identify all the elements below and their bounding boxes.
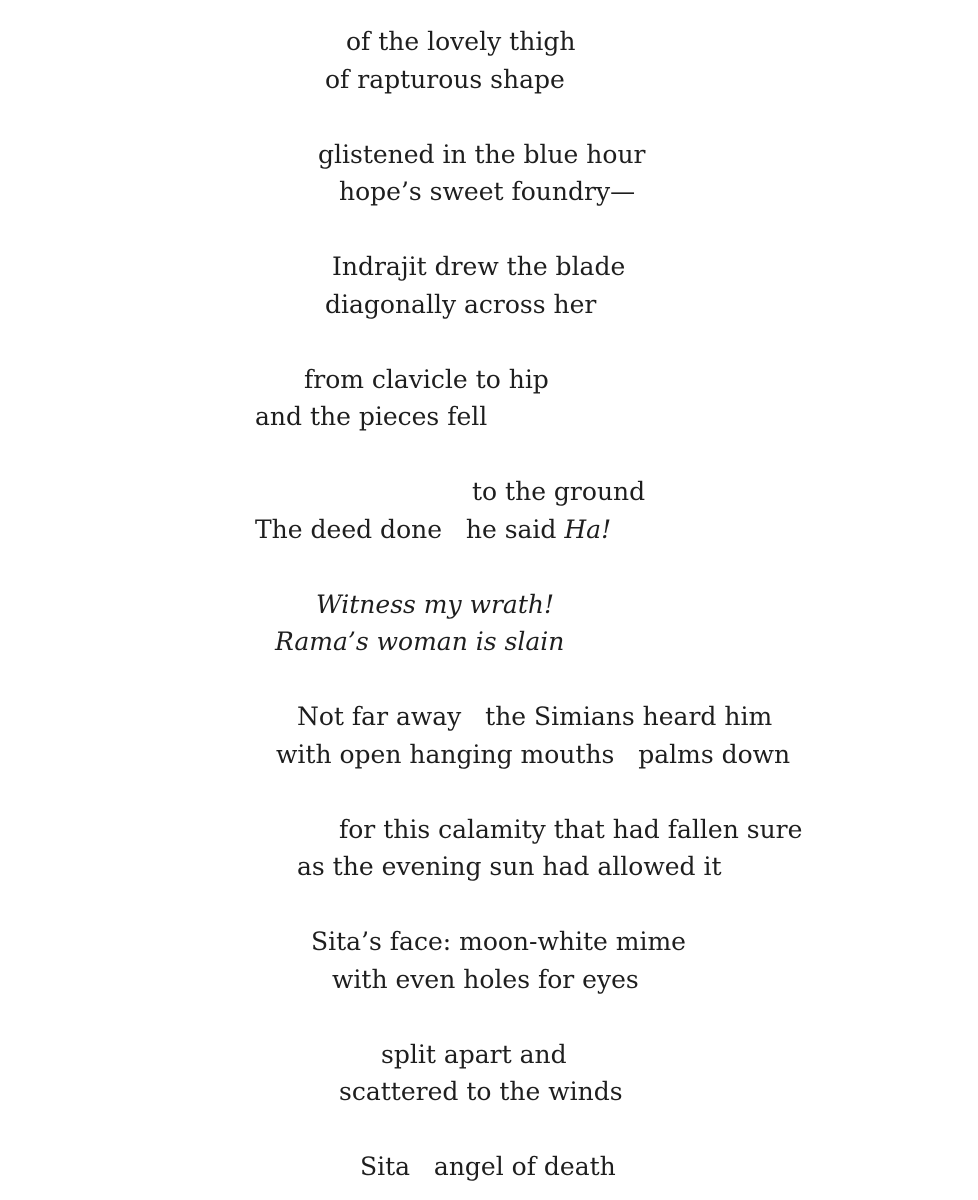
poem-line: with open hanging mouths palms down [276,740,791,769]
poem-line: Sita’s face: moon-white mime [311,927,686,956]
poem-line: diagonally across her [325,290,597,319]
poem-line: from clavicle to hip [304,365,549,394]
poem-line: Not far away the Simians heard him [297,702,773,731]
poem-line: with even holes for eyes [332,965,639,994]
poem-line: split apart and [381,1040,567,1069]
poem-line: to the ground [472,477,646,506]
poem-line: Rama’s woman is slain [275,627,565,656]
poem-line: of rapturous shape [325,65,565,94]
poem-line: hope’s sweet foundry— [339,177,636,206]
poem-line-italic-text: Ha! [564,515,612,544]
poem-line: Sita angel of death [360,1152,616,1181]
poem-line: glistened in the blue hour [318,140,646,169]
poem-line: Witness my wrath! [316,590,555,619]
poem-line: scattered to the winds [339,1077,623,1106]
poem-line [255,515,611,545]
poem-line: for this calamity that had fallen sure [339,815,803,844]
poem-line-text: The deed done he said [255,515,565,544]
poem-line: Indrajit drew the blade [332,252,626,281]
poem-line: and the pieces fell [255,402,488,431]
poem-line: as the evening sun had allowed it [297,852,722,881]
poem-line: of the lovely thigh [346,27,576,56]
